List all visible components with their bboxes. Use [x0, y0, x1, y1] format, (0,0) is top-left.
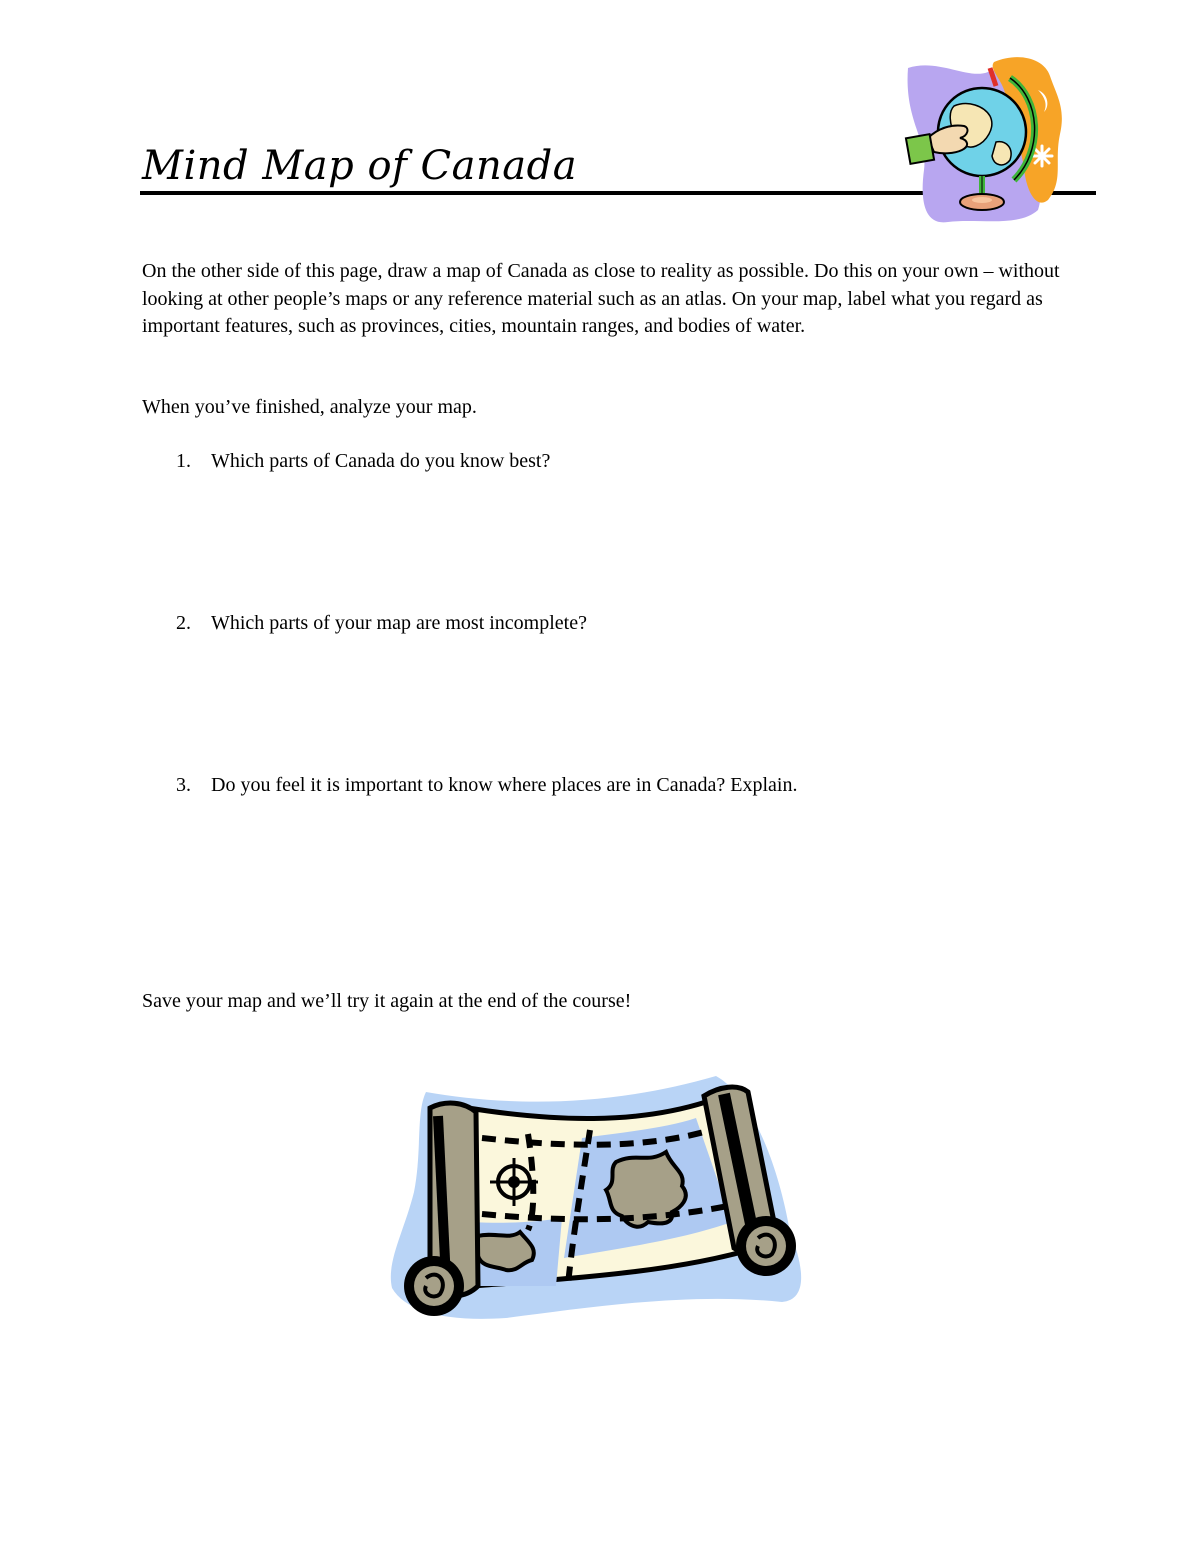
question-2 — [176, 610, 587, 638]
question-text: Do you feel it is important to know where places are in Canada? Explain. — [211, 774, 798, 796]
intro-paragraph: On the other side of this page, draw a map of Canada as close to reality as possible. Do this on your own – without looking at other people’s maps or any reference material such as an atlas. On your map, label what you regard as important features, such as provinces, cities, mountain ranges, and bodies of water. — [142, 260, 1060, 337]
closing-note: Save your map and we’ll try it again at the end of the course! — [142, 990, 632, 1012]
page-title: Mind Map of Canada — [142, 143, 578, 189]
question-1 — [176, 448, 550, 476]
question-number: 1. — [176, 450, 191, 472]
question-text: Which parts of your map are most incomplete? — [211, 612, 587, 634]
question-text: Which parts of Canada do you know best? — [211, 450, 551, 472]
analyze-prompt: When you’ve finished, analyze your map. — [142, 396, 477, 418]
question-number: 2. — [176, 612, 191, 634]
globe-icon — [898, 50, 1068, 226]
question-number: 3. — [176, 774, 191, 796]
question-3 — [176, 772, 797, 800]
treasure-map-scroll-icon — [386, 1072, 810, 1322]
